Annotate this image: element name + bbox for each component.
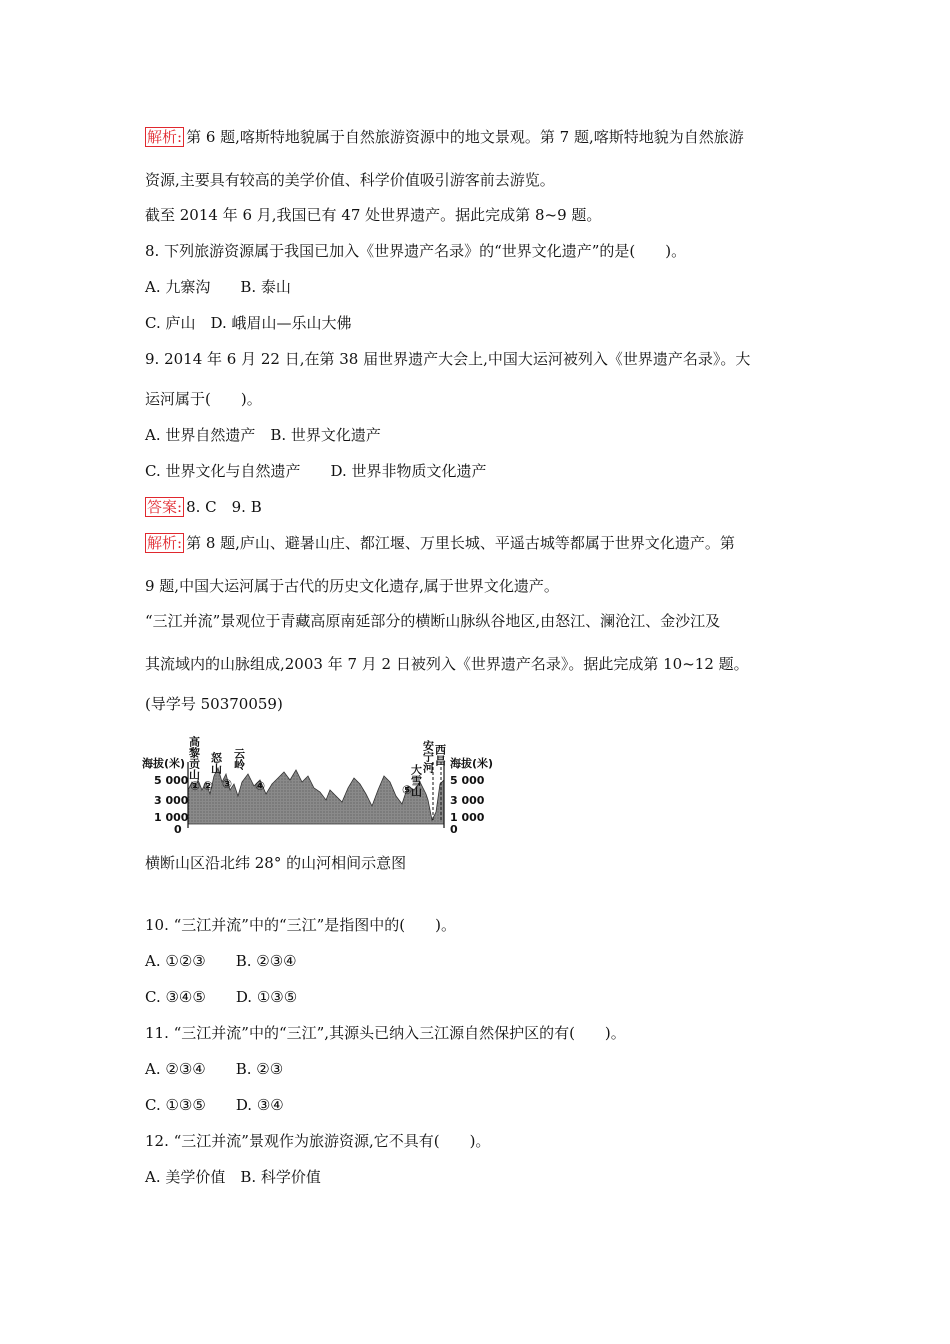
left-tick: 1 000	[154, 811, 189, 824]
right-tick: 0	[450, 823, 458, 836]
label-nushan: 怒山	[209, 752, 223, 774]
q12-stem: 12. “三江并流”景观作为旅游资源,它不具有( )。	[145, 1132, 491, 1150]
analysis-6-7-line2: 资源,主要具有较高的美学价值、科学价值吸引游客前去游览。	[145, 171, 555, 189]
analysis-tag: 解析:	[147, 128, 183, 146]
q9-stem-line1: 9. 2014 年 6 月 22 日,在第 38 届世界遗产大会上,中国大运河被列入《世界遗产名录》。大	[145, 350, 751, 368]
guide-number: (导学号 50370059)	[145, 695, 283, 713]
marker-5: ⑤	[402, 783, 413, 797]
marker-4: ④	[255, 779, 266, 793]
q8-options-ab: A. 九寨沟 B. 泰山	[145, 278, 291, 296]
answer-8-9: 答案: 8. C 9. B	[147, 498, 262, 516]
left-tick: 0	[174, 823, 182, 836]
left-tick: 5 000	[154, 774, 189, 787]
right-axis-title: 海拔(米)	[450, 757, 494, 770]
marker-2: ②	[203, 779, 214, 793]
q11-options-cd: C. ①③⑤ D. ③④	[145, 1096, 284, 1114]
intro-8-9: 截至 2014 年 6 月,我国已有 47 处世界遗产。据此完成第 8~9 题。	[145, 206, 602, 224]
analysis-8-9-line1: 解析: 第 8 题,庐山、避暑山庄、都江堰、万里长城、平遥古城等都属于世界文化遗产。第	[147, 534, 735, 552]
label-daxueshan: 大雪山	[409, 764, 423, 797]
q9-options-cd: C. 世界文化与自然遗产 D. 世界非物质文化遗产	[145, 462, 487, 480]
left-axis-title: 海拔(米)	[142, 757, 186, 770]
q10-options-cd: C. ③④⑤ D. ①③⑤	[145, 988, 298, 1006]
answer-tag: 答案:	[147, 498, 183, 516]
marker-3: ③	[222, 777, 233, 791]
q11-stem: 11. “三江并流”中的“三江”,其源头已纳入三江源自然保护区的有( )。	[145, 1024, 626, 1042]
label-xichang: 西昌	[433, 744, 447, 766]
analysis-tag: 解析:	[147, 534, 183, 552]
intro-10-12-line2: 其流域内的山脉组成,2003 年 7 月 2 日被列入《世界遗产名录》。据此完成第 10~12 题。	[145, 655, 749, 673]
label-yunling: 云岭	[232, 748, 246, 770]
q8-options-cd: C. 庐山 D. 峨眉山—乐山大佛	[145, 314, 352, 332]
figure-caption: 横断山区沿北纬 28° 的山河相间示意图	[145, 854, 407, 872]
label-anning-river: 安宁河	[421, 740, 435, 773]
right-tick: 1 000	[450, 811, 485, 824]
q10-stem: 10. “三江并流”中的“三江”是指图中的( )。	[145, 916, 457, 934]
q12-options-ab: A. 美学价值 B. 科学价值	[145, 1168, 321, 1186]
marker-1: ①	[190, 779, 201, 793]
label-gaoligong: 高黎贡山	[187, 736, 201, 780]
analysis-6-7-line1: 解析: 第 6 题,喀斯特地貌属于自然旅游资源中的地文景观。第 7 题,喀斯特地貌为自然旅游	[147, 128, 744, 146]
terrain-profile-figure	[140, 724, 500, 836]
right-tick: 5 000	[450, 774, 485, 787]
intro-10-12-line1: “三江并流”景观位于青藏高原南延部分的横断山脉纵谷地区,由怒江、澜沧江、金沙江及	[145, 612, 721, 630]
q9-options-ab: A. 世界自然遗产 B. 世界文化遗产	[145, 426, 381, 444]
q9-stem-line2: 运河属于( )。	[145, 390, 262, 408]
analysis-8-9-line2: 9 题,中国大运河属于古代的历史文化遗存,属于世界文化遗产。	[145, 577, 559, 595]
q11-options-ab: A. ②③④ B. ②③	[145, 1060, 284, 1078]
q8-stem: 8. 下列旅游资源属于我国已加入《世界遗产名录》的“世界文化遗产”的是( )。	[145, 242, 687, 260]
right-tick: 3 000	[450, 794, 485, 807]
left-tick: 3 000	[154, 794, 189, 807]
q10-options-ab: A. ①②③ B. ②③④	[145, 952, 297, 970]
